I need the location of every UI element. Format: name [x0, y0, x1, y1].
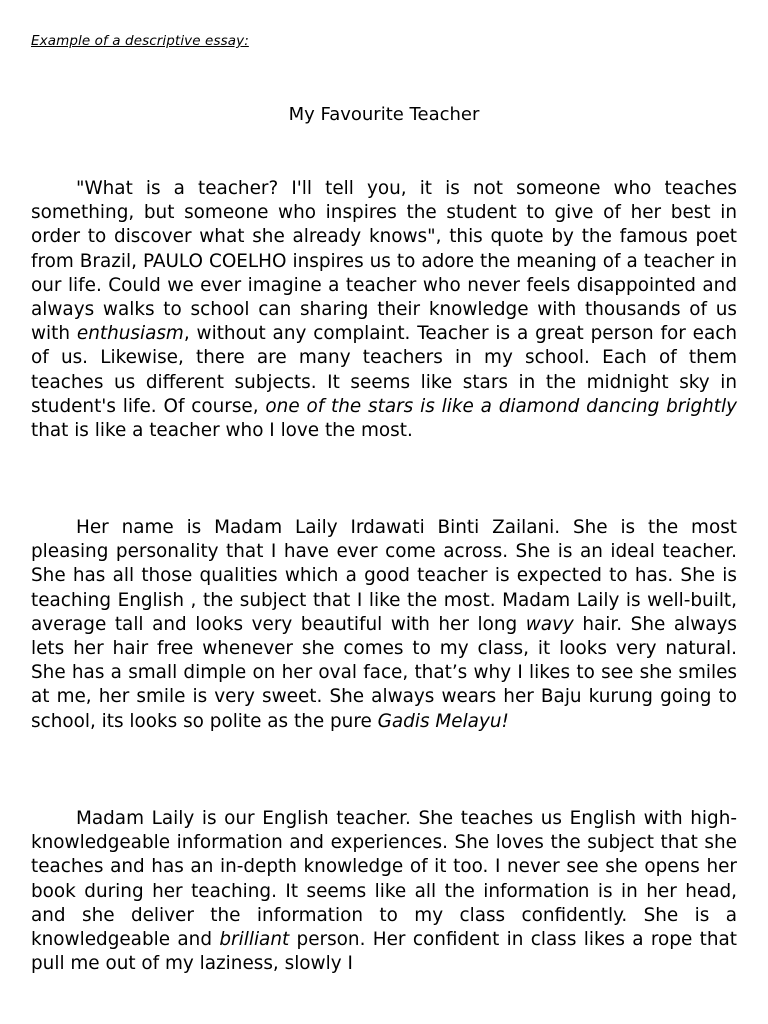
paragraph-3-italic-1: brilliant [219, 929, 290, 951]
paragraph-2-italic-1: wavy [525, 613, 574, 635]
paragraph-3-text-2: person. Her confident in class likes a rope that pull me out of my laziness, slowly I [31, 929, 738, 975]
paragraph-1-text-3: that is like a teacher who I love the most. [31, 420, 413, 442]
paragraph-2 [31, 516, 737, 734]
paragraph-2-italic-2: Gadis Melayu! [377, 710, 509, 732]
paragraph-3-text-1: Madam Laily is our English teacher. She teaches us English with high-knowledgeable information and experiences. She loves the subject that she teaches and has an in-depth knowledge of it too. I never see she opens her book during her teaching. It seems like all the information is in her head, and she deliver the information to my class confidently. She is a knowledgeable and [31, 808, 737, 951]
paragraph-2-text-2: hair. She always lets her hair free whenever she comes to my class, it looks very natural. She has a small dimple on her oval face, that’s why I likes to see she smiles at me, her smile is very sweet. She always wears her Baju kurung going to school, its looks so polite as the pure [31, 613, 737, 732]
paragraph-3 [31, 807, 737, 976]
paragraph-1-text-1: "What is a teacher? I'll tell you, it is not someone who teaches something, but someone who inspires the student to give of her best in order to discover what she already knows", this quote by the famous poet from Brazil, PAULO COELHO inspires us to adore the meaning of a teacher in our life. Could we ever imagine a teacher who never feels disappointed and always walks to school can sharing their knowledge with thousands of us with [31, 178, 737, 345]
paragraph-1-italic-2: one of the stars is like a diamond dancing brightly [265, 395, 738, 417]
document-label: Example of a descriptive essay: [31, 33, 249, 49]
paragraph-1-text-2: , without any complaint. Teacher is a great person for each of us. Likewise, there are many teachers in my school. Each of them teaches us different subjects. It seems like stars in the midnight sky in student's life. Of course, [31, 323, 737, 417]
paragraph-1-italic-1: enthusiasm [76, 323, 184, 345]
paragraph-1 [31, 177, 737, 443]
essay-title: My Favourite Teacher [288, 104, 480, 125]
paragraph-2-text-1: Her name is Madam Laily Irdawati Binti Zailani. She is the most pleasing personality that I have ever come across. She is an ideal teacher. She has all those qualities which a good teacher is expected to has. She is teaching English , the subject that I like the most. Madam Laily is well-built, average tall and looks very beautiful with her long [31, 517, 737, 635]
